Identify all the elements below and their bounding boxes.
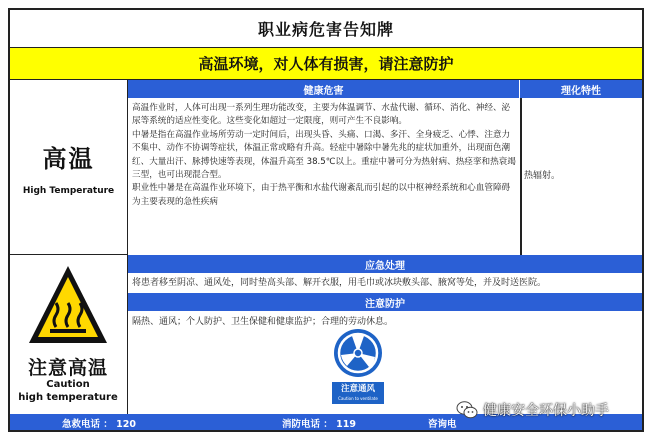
watermark-text: 健康安全环保小助手 (483, 403, 609, 419)
wechat-icon (456, 400, 478, 420)
protection-header: 注意防护 (128, 293, 642, 311)
property-header: 理化特性 (520, 80, 642, 98)
health-paragraph-3: 职业性中暑是在高温作业环境下，由于热平衡和水盐代谢紊乱而引起的以中枢神经系统和心血管障碍为主要表现的急性疾病 (132, 183, 511, 207)
hazard-name-en: High Temperature (22, 185, 115, 196)
emergency-text: 将患者移至阴凉、通风处，同时垫高头部、解开衣服，用毛巾或冰块敷头部、腋窝等处，并及时送医院。 (132, 278, 547, 288)
column-divider (520, 98, 522, 255)
property-text: 热辐射。 (524, 171, 561, 181)
emergency-header: 应急处理 (128, 255, 642, 273)
hazard-name-cn: 高温 (42, 144, 95, 173)
health-hazard-header: 健康危害 (128, 80, 520, 98)
caution-sign-cell (10, 255, 128, 414)
ventilation-sign-label (332, 382, 384, 404)
health-paragraph-1: 高温作业时，人体可出现一系列生理功能改变，主要为体温调节、水盐代谢、循环、消化、神经、泌尿等系统的适应性变化。这些变化如超过一定限度，则可产生不良影响。 (132, 103, 511, 127)
health-paragraph-2: 中暑是指在高温作业场所劳动一定时间后，出现头昏、头痛、口渴、多汗、全身疲乏、心悸、注意力不集中、动作不协调等症状，体温正常或略有升高。轻症中暑除中暑先兆的症状加重外，出现面色潮红、大量出汗、脉搏快速等表现，体温升高至 38.5℃以上。重症中暑可分为热射病、热痉挛和热衰竭三型，也可出现混合型。 (132, 129, 516, 181)
fire-phone: 消防电话 ： 119 (282, 419, 356, 430)
protection-text: 隔热、通风；个人防护、卫生保健和健康监护；合理的劳动休息。 (132, 317, 394, 327)
emergency-phone: 急救电话 ： 120 (62, 419, 136, 430)
warning-banner: 高温环境，对人体有损害，请注意防护 (10, 48, 642, 80)
ventilation-sign (332, 326, 384, 412)
ventilation-sign-en: Caution to ventilate (338, 396, 378, 401)
hazard-name-cell (10, 80, 128, 255)
board-title: 职业病危害告知牌 (10, 10, 642, 48)
sign-caption-cn: 注意高温 (27, 357, 108, 379)
notice-board (8, 8, 644, 432)
ventilation-sign-cn: 注意通风 (340, 384, 375, 394)
watermark (456, 398, 609, 422)
health-hazard-text (132, 102, 516, 252)
sign-caption-en-1: Caution (46, 379, 90, 390)
sign-caption-en-2: high temperature (18, 392, 118, 403)
ventilation-fan-icon (332, 326, 384, 380)
high-temperature-warning-icon (26, 263, 110, 349)
consult-phone: 咨询电 (428, 419, 457, 430)
